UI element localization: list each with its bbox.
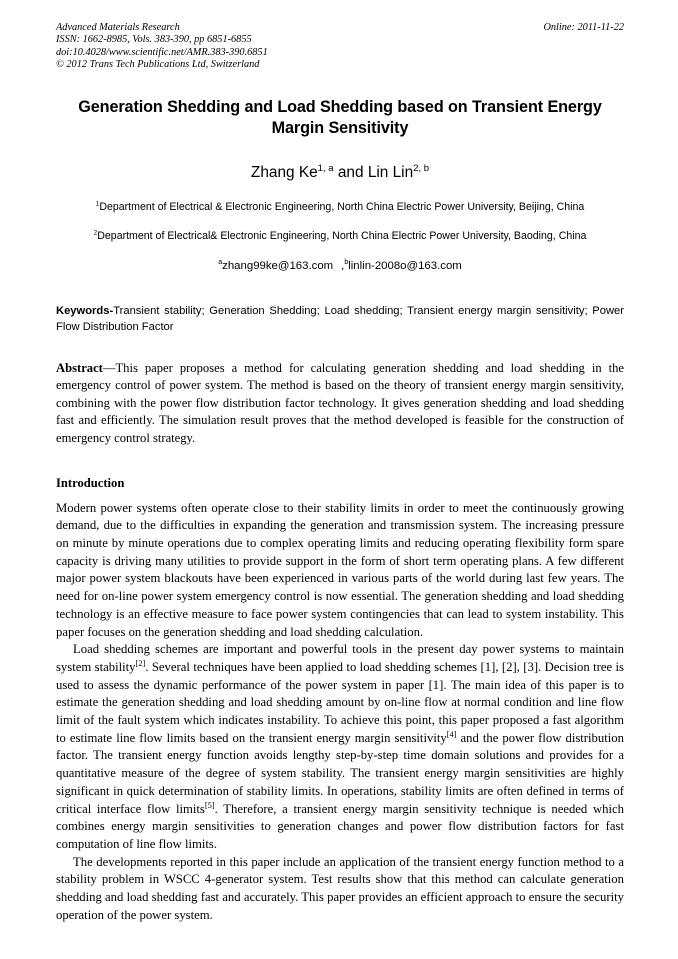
affiliation-2-text: Department of Electrical& Electronic Engineering, North China Electric Power University, Baoding, China — [97, 229, 587, 242]
journal-copyright: © 2012 Trans Tech Publications Ltd, Switzerland — [56, 59, 260, 71]
author-list — [56, 163, 624, 183]
online-date: Online: 2011-11-22 — [543, 22, 624, 33]
introduction-paragraph-1: Modern power systems often operate close to their stability limits in order to meet the continuously growing demand, due to the difficulties in expanding the generation and transmission system. The increasing pressure on minute by minute operations due to complex operating limits and reducing operating flexibility form spare capacity is driving many utilities to provide support in the form of short term operating plans. A few different major power system blackouts have been experienced in various parts of the world during last few years. The need for on-line power system emergency control is now essential. The generation shedding and load shedding technology is an effective measure to face power system contingencies that can lead to system instability. This paper focuses on the generation shedding and load shedding calculation. — [56, 500, 624, 639]
keywords-text: Transient stability; Generation Shedding; Load shedding; Transient energy margin sensitivity; Power Flow Distribution Factor — [56, 304, 624, 334]
page-title: Generation Shedding and Load Shedding based on Transient Energy Margin Sensitivity — [78, 97, 602, 137]
email-2-marker: b — [344, 258, 349, 266]
citation-4[interactable]: [4] — [446, 729, 457, 739]
journal-masthead — [56, 22, 624, 72]
intro-p2-part-c: and the power flow distribution factor. The transient energy function avoids lengthy step-by-step time domain solutions and provides for a quantitative measure of the degree of system stability. The transient energy margin sensitivities are highly significant in quick determination of stability limits. In operations, stability limits are often defined in terms of critical interface flow limits — [56, 730, 624, 816]
email-1-marker: a — [218, 258, 223, 266]
keywords-label: Keywords- — [56, 304, 114, 317]
author-emails — [56, 259, 624, 274]
abstract-text: This paper proposes a method for calculating generation shedding and load shedding in the emergency control of power system. The method is based on the theory of transient energy margin sensitivity, combining with the power flow distribution factor technology. It gives generation shedding and load shedding fast and efficiently. The simulation result proves that the method developed is feasible for the construction of emergency control strategy. — [56, 360, 624, 445]
abstract-block — [56, 360, 624, 448]
email-separator: , — [341, 259, 345, 272]
email-1[interactable]: zhang99ke@163.com — [222, 259, 334, 272]
author-2-affiliation-marker: 2, b — [413, 162, 430, 174]
affiliation-2 — [56, 229, 624, 244]
introduction-paragraph-2 — [56, 641, 624, 853]
author-conjunction: and — [333, 163, 368, 181]
journal-issn: ISSN: 1662-8985, Vols. 383-390, pp 6851-6855 — [56, 34, 252, 46]
author-name-2: Lin Lin — [367, 163, 414, 181]
intro-p2-part-a: Load shedding schemes are important and powerful tools in the present day power systems to maintain system stability — [56, 642, 624, 674]
intro-p2-part-d: . Therefore, a transient energy margin sensitivity technique is needed which combines energy margin sensitivities to generation changes and power flow distribution factors for fast computation of line flow limits. — [56, 801, 624, 851]
author-name-1: Zhang Ke — [250, 163, 318, 181]
affiliation-1-text: Department of Electrical & Electronic Engineering, North China Electric Power University, Beijing, China — [99, 200, 585, 213]
journal-name: Advanced Materials Research — [56, 22, 180, 33]
affiliation-1 — [56, 200, 624, 215]
citation-5[interactable]: [5] — [204, 800, 215, 810]
affiliation-1-marker: 1 — [95, 200, 100, 208]
intro-p2-part-b: . Several techniques have been applied to load shedding schemes [1], [2], [3]. Decision tree is used to assess the dynamic performance of the power system in paper [1]. The main idea of this paper is to estimate the generation shedding and load shedding amount by on-line flow at normal condition and line flow limit of the fault system which indicates instability. To achieve this point, this paper proposed a fast algorithm to estimate line flow limits based on the transient energy margin sensitivity — [56, 659, 624, 745]
email-2[interactable]: linlin-2008o@163.com — [348, 259, 462, 272]
abstract-dash: — — [102, 360, 116, 375]
journal-doi: doi:10.4028/www.scientific.net/AMR.383-390.6851 — [56, 46, 268, 58]
author-1-affiliation-marker: 1, a — [317, 162, 334, 174]
citation-2[interactable]: [2] — [135, 658, 146, 668]
section-heading-introduction: Introduction — [56, 475, 125, 490]
keywords-block — [56, 303, 624, 336]
abstract-label: Abstract — [56, 360, 103, 375]
introduction-paragraph-3: The developments reported in this paper include an application of the transient energy function method to a stability problem in WSCC 4-generator system. Test results show that this method can calculate generation shedding and load shedding fast and accurately. This paper provides an efficient approach to ensure the security operation of the power system. — [56, 854, 624, 922]
affiliation-2-marker: 2 — [93, 229, 98, 237]
